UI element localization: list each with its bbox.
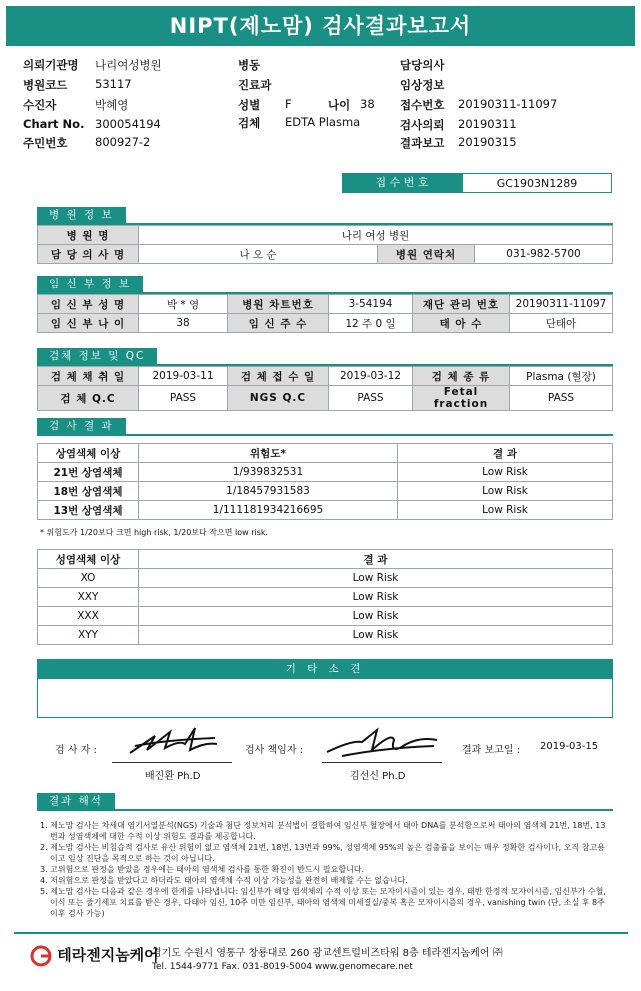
patient-info-table: [37, 294, 613, 333]
institution-value: 나리여성병원: [95, 58, 162, 72]
doctor-label: 담당의사: [400, 58, 445, 72]
table-row: [38, 569, 613, 588]
manager-signature: [322, 722, 442, 762]
contact-label: 병원 연락처: [378, 245, 475, 264]
sex-chrom-name: XO: [38, 569, 139, 588]
patient-age-label: 임 신 부 나 이: [38, 314, 139, 333]
request-value: 20190311: [458, 117, 517, 131]
list-item: 1. 제노맘 검사는 차세대 염기서열분석(NGS) 기술과 첨단 정보처리 분석법이 결합하여 임신부 혈장에서 태아 DNA를 분석함으로써 태아의 염색체 21번, 18번, 13번과 성염색체에 대한 수적 이상 위험도 결과를 제공합니다.: [40, 821, 606, 841]
specimen-type-value: Plasma (혈장): [510, 367, 613, 386]
patient-chart-value: 3-54194: [329, 295, 413, 314]
tester-signature: [125, 718, 220, 763]
company-contact: Tel. 1544-9771 Fax. 031-8019-5004 www.genomecare.net: [152, 962, 413, 972]
patient-age-value: 38: [139, 314, 228, 333]
hospital-name-label: 병 원 명: [38, 226, 139, 245]
receive-value: 2019-03-12: [329, 367, 413, 386]
sex-chrom-result: Low Risk: [139, 569, 613, 588]
list-item: 4. 저위험으로 판정을 받았다고 하더라도 태아의 염색체 수적 이상 가능성을 완전히 배제할 수는 없습니다.: [40, 876, 408, 885]
patient-chart-label: 병원 차트번호: [228, 295, 329, 314]
accession-value: 20190311-11097: [458, 97, 558, 111]
foundation-label: 재단 관리 번호: [413, 295, 510, 314]
recipient-label: 수진자: [23, 98, 57, 112]
chart-value: 300054194: [95, 117, 161, 131]
table-row: [38, 588, 613, 607]
qc-label: 검 체 Q.C: [38, 386, 139, 411]
age-value: 38: [360, 97, 375, 111]
hospital-code-label: 병원코드: [23, 78, 68, 92]
col-sex-result: 결 과: [139, 550, 613, 569]
weeks-value: 12 주 0 일: [329, 314, 413, 333]
section-interpretation: 결과 해석: [37, 793, 115, 810]
specimen-label: 검체: [238, 116, 261, 130]
divider: [37, 809, 613, 811]
receive-label: 검 체 접 수 일: [228, 367, 329, 386]
col-sex-chrom: 성염색체 이상: [38, 550, 139, 569]
institution-label: 의뢰기관명: [23, 58, 79, 72]
ngs-label: NGS Q.C: [228, 386, 329, 411]
fetus-value: 단태아: [510, 314, 613, 333]
report-date-label-bottom: 결과 보고일 :: [462, 745, 521, 756]
table-row: [38, 501, 613, 520]
autosome-name: 18번 상염색체: [38, 482, 139, 501]
specimen-type-label: 검 체 종 류: [413, 367, 510, 386]
sex-chrom-result: Low Risk: [139, 626, 613, 645]
receipt-label: 접 수 번 호: [342, 173, 462, 193]
contact-value: 031-982-5700: [475, 245, 613, 264]
recipient-value: 박혜영: [95, 98, 129, 112]
tester-label: 검 사 자 :: [55, 745, 97, 756]
clinical-label: 임상정보: [400, 78, 445, 92]
section-hospital-info: 병 원 정 보: [37, 207, 126, 224]
list-item: 2. 제노맘 검사는 비침습적 검사로 유산 위험이 없고 염색체 21번, 18번, 13번과 99%, 성염색체 95%의 높은 검출률을 보이는 매우 정확한 검사이나, 오직 참고용이고 임상 진단을 목적으로 하는 것이 아닙니다.: [40, 843, 605, 863]
autosome-table: [37, 443, 613, 520]
interpretation-list: [40, 820, 612, 919]
sex-chrom-result: Low Risk: [139, 607, 613, 626]
autosome-risk: 1/111181934216695: [139, 501, 398, 520]
collect-label: 검 체 채 취 일: [38, 367, 139, 386]
fetus-label: 태 아 수: [413, 314, 510, 333]
section-results: 검 사 결 과: [37, 418, 126, 435]
footer-divider: [14, 932, 628, 934]
chart-label: Chart No.: [23, 117, 85, 131]
autosome-result: Low Risk: [398, 482, 613, 501]
section-specimen-qc: 검체 정보 및 QC: [37, 348, 157, 365]
request-label: 검사의뢰: [400, 118, 445, 132]
company-logo-icon: [30, 945, 52, 967]
hospital-code-value: 53117: [95, 77, 132, 91]
fetal-label: Fetal fraction: [413, 386, 510, 411]
weeks-label: 임 신 주 수: [228, 314, 329, 333]
autosome-risk: 1/939832531: [139, 463, 398, 482]
receipt-value: GC1903N1289: [462, 173, 612, 193]
company-logo: [30, 944, 159, 967]
other-remarks-box: [37, 659, 613, 718]
col-risk: 위험도*: [139, 444, 398, 463]
hospital-info-table: [37, 225, 613, 264]
hospital-name-value: 나리 여성 병원: [139, 226, 613, 245]
sex-chrom-name: XYY: [38, 626, 139, 645]
section-patient-info: 임 신 부 정 보: [37, 276, 143, 293]
col-result: 결 과: [398, 444, 613, 463]
company-address: 경기도 수원시 영통구 창룡대로 260 광교센트럴비즈타워 8층 테라젠지놈케어 ㈜: [152, 948, 503, 959]
fetal-value: PASS: [510, 386, 613, 411]
company-name: 테라젠지놈케어: [57, 946, 159, 964]
autosome-name: 21번 상염색체: [38, 463, 139, 482]
table-row: [38, 626, 613, 645]
id-value: 800927-2: [95, 135, 151, 149]
sex-chrom-name: XXY: [38, 588, 139, 607]
divider: [37, 434, 613, 436]
qc-value: PASS: [139, 386, 228, 411]
sex-label: 성별: [238, 98, 261, 112]
patient-name-value: 박 * 영: [139, 295, 228, 314]
col-autosome: 상염색체 이상: [38, 444, 139, 463]
sex-chrom-name: XXX: [38, 607, 139, 626]
specimen-value: EDTA Plasma: [285, 115, 361, 129]
accession-label: 접수번호: [400, 98, 445, 112]
report-date-label: 결과보고: [400, 136, 445, 150]
signature-line: [322, 762, 442, 763]
report-title: NIPT(제노맘) 검사결과보고서: [6, 6, 635, 46]
tester-name: 배진환 Ph.D: [145, 771, 201, 782]
autosome-name: 13번 상염색체: [38, 501, 139, 520]
manager-name: 김선신 Ph.D: [350, 771, 406, 782]
autosome-result: Low Risk: [398, 501, 613, 520]
sex-chrom-result: Low Risk: [139, 588, 613, 607]
id-label: 주민번호: [23, 136, 68, 150]
report-date-value: 20190315: [458, 135, 517, 149]
dept-label: 진료과: [238, 78, 272, 92]
doctor-name-value: 나 오 순: [139, 245, 378, 264]
signature-line: [112, 762, 232, 763]
ward-label: 병동: [238, 58, 261, 72]
list-item: 3. 고위험으로 판정을 받았을 경우에는 태아의 염색체 검사를 통한 확진이 반드시 필요합니다.: [40, 865, 365, 874]
table-row: [38, 463, 613, 482]
autosome-risk: 1/18457931583: [139, 482, 398, 501]
specimen-table: [37, 366, 613, 411]
manager-label: 검사 책임자 :: [245, 745, 304, 756]
report-date-value-bottom: 2019-03-15: [540, 741, 599, 752]
list-item: 5. 제노맘 검사는 다음과 같은 경우에 한계를 나타냅니다: 임신부가 해당 염색체의 수적 이상 또는 모자이시즘이 있는 경우, 태반 한정적 모자이시즘, 임신부가 수혈, 이식 또는 줄기세포 치료를 받은 경우, 다태아 임신, 10주 미만 임신부, 태아의 염색체 미세결실/중복 혹은 모자이시즘의 경우, vanishing twin (단, 소실 후 8주 이후 검사 가능): [40, 887, 606, 918]
table-row: [38, 482, 613, 501]
ngs-value: PASS: [329, 386, 413, 411]
other-remarks-header: 기 타 소 견: [38, 660, 612, 679]
doctor-name-label: 담 당 의 사 명: [38, 245, 139, 264]
patient-name-label: 임 신 부 성 명: [38, 295, 139, 314]
age-label: 나이: [328, 98, 351, 112]
sex-value: F: [285, 97, 292, 111]
foundation-value: 20190311-11097: [510, 295, 613, 314]
table-row: [38, 607, 613, 626]
sex-chromosome-table: [37, 549, 613, 645]
collect-value: 2019-03-11: [139, 367, 228, 386]
risk-note: * 위험도가 1/20보다 크면 high risk, 1/20보다 작으면 low risk.: [40, 528, 269, 537]
autosome-result: Low Risk: [398, 463, 613, 482]
